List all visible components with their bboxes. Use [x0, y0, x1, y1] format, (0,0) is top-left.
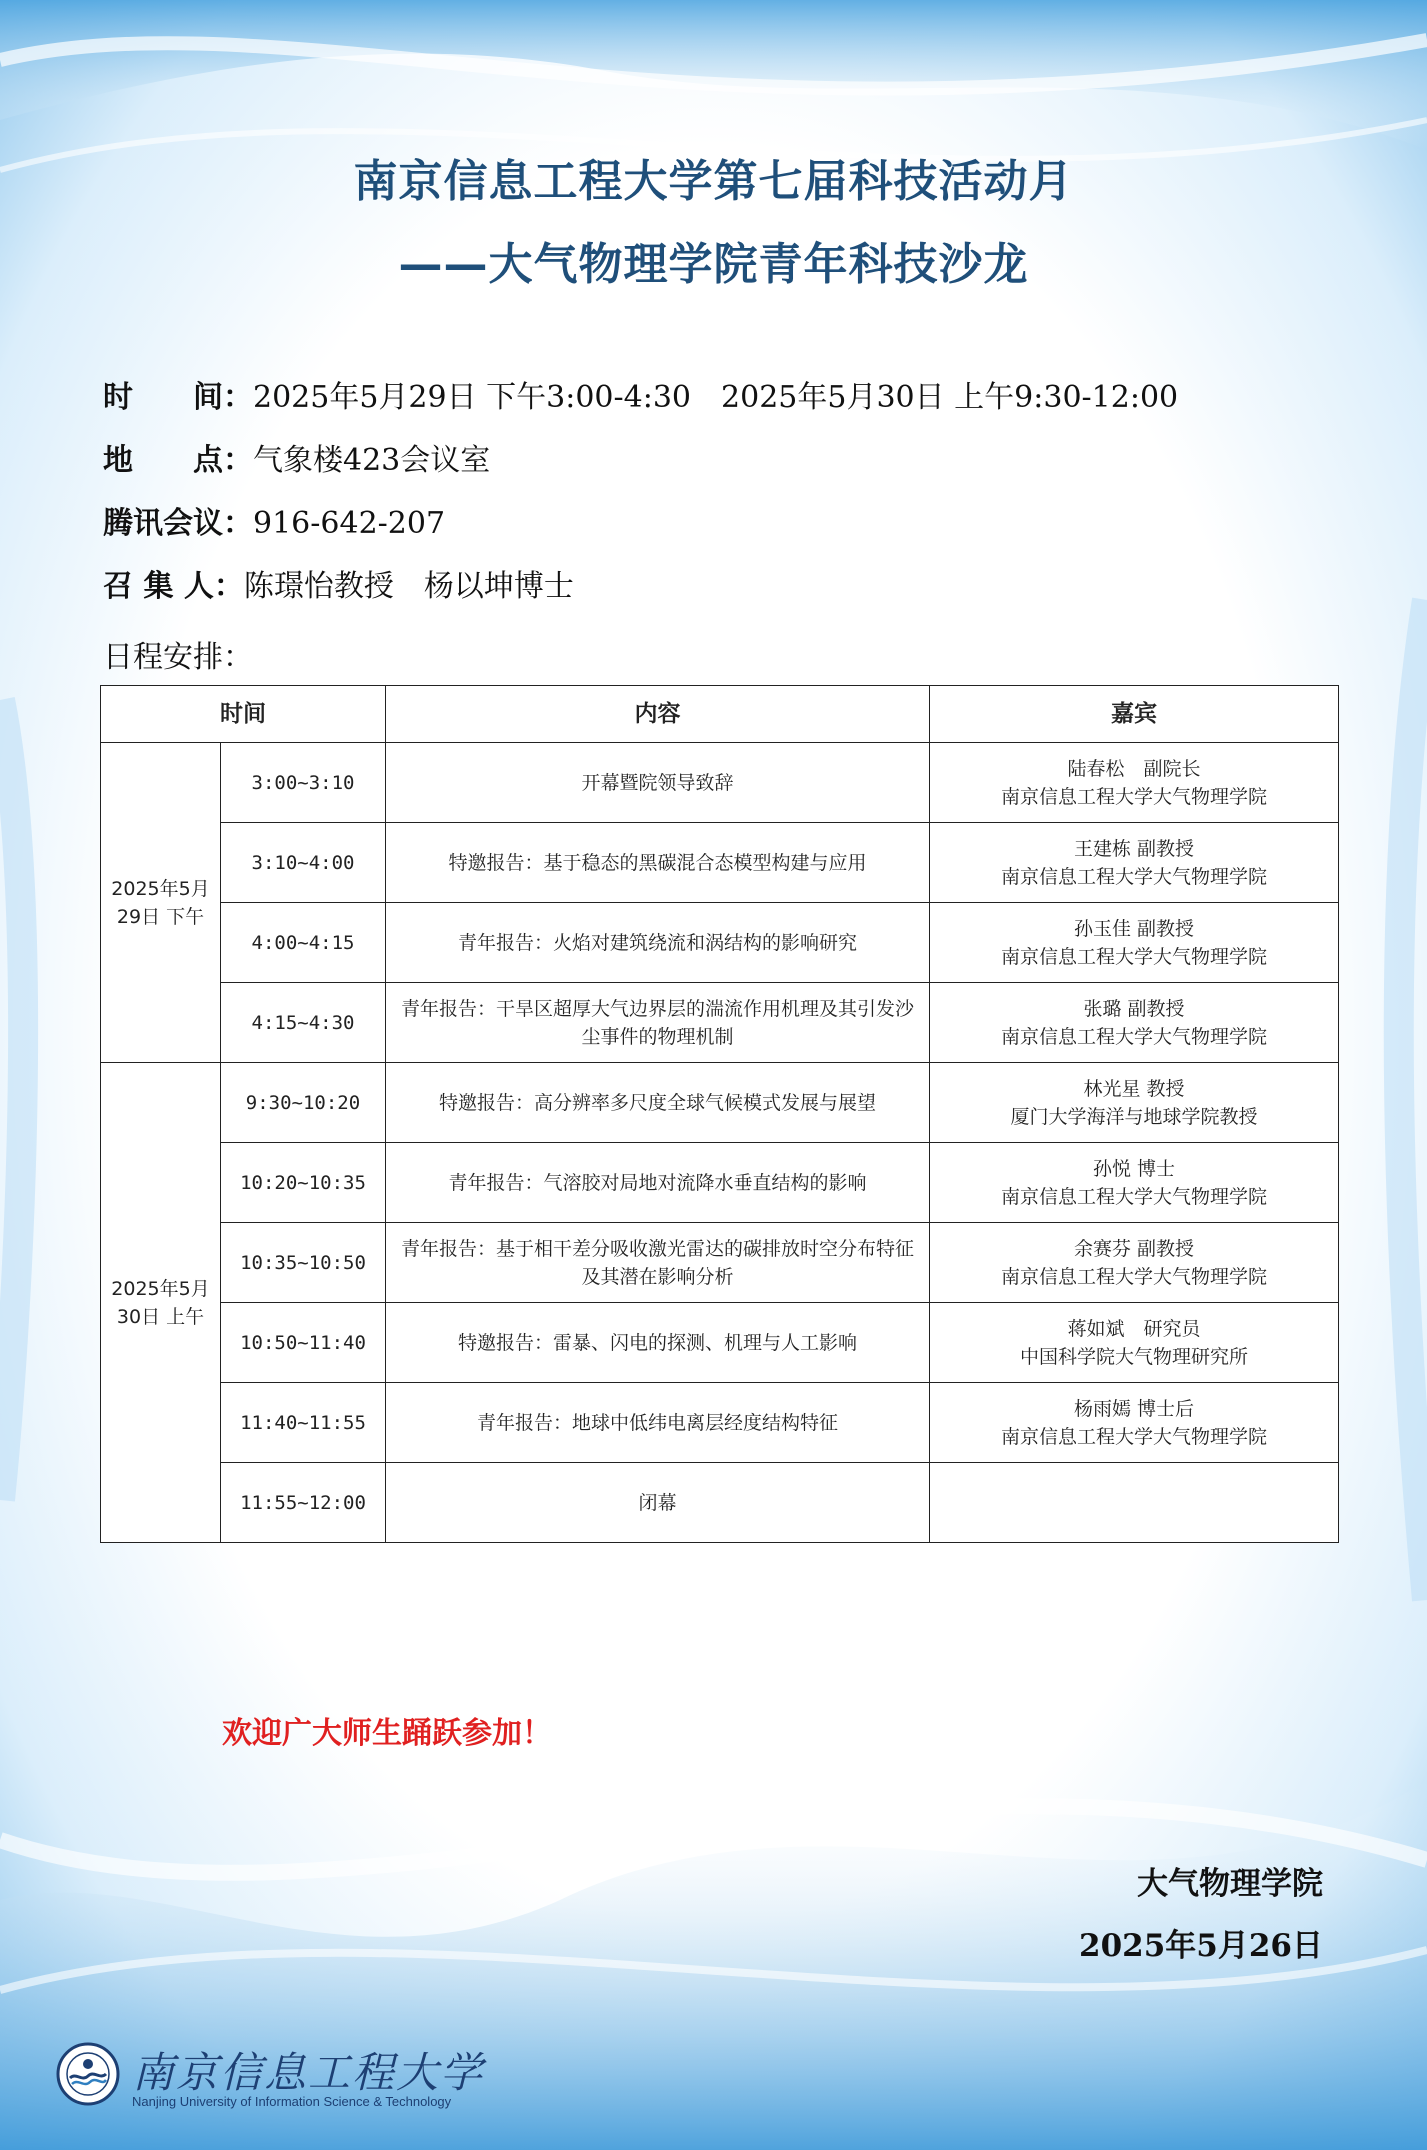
- table-row: [101, 1383, 1339, 1463]
- guest-cell: [930, 1223, 1339, 1303]
- place-value: 气象楼423会议室: [253, 443, 491, 478]
- guest-org: 南京信息工程大学大气物理学院: [1000, 1425, 1267, 1448]
- page-title: 南京信息工程大学第七届科技活动月: [353, 156, 1074, 207]
- university-logo: [56, 2038, 485, 2118]
- content-cell: 青年报告：干旱区超厚大气边界层的湍流作用机理及其引发沙尘事件的物理机制: [386, 983, 930, 1063]
- content-cell: 青年报告：火焰对建筑绕流和涡结构的影响研究: [386, 903, 930, 983]
- guest-name: 张璐 副教授: [1083, 997, 1185, 1020]
- guest-name: 蒋如斌 研究员: [1067, 1317, 1201, 1340]
- table-row: [101, 1143, 1339, 1223]
- tencent-label: 腾讯会议：: [103, 506, 253, 541]
- guest-cell: [930, 983, 1339, 1063]
- time-cell: 4:00~4:15: [221, 903, 386, 983]
- tencent-meeting-info: [103, 504, 445, 544]
- time-cell: 11:40~11:55: [221, 1383, 386, 1463]
- guest-org: 南京信息工程大学大气物理学院: [1000, 785, 1267, 808]
- footer-date: 2025年5月26日: [1079, 1928, 1323, 1964]
- schedule-table: [100, 685, 1339, 1543]
- content-cell: 青年报告：地球中低纬电离层经度结构特征: [386, 1383, 930, 1463]
- guest-name: 陆春松 副院长: [1067, 757, 1201, 780]
- time-label: 时 间：: [103, 380, 253, 415]
- header-content: 内容: [386, 686, 930, 743]
- schedule-label: 日程安排：: [103, 640, 253, 675]
- guest-org: 厦门大学海洋与地球学院教授: [1010, 1105, 1258, 1128]
- time-cell: 4:15~4:30: [221, 983, 386, 1063]
- header-time: 时间: [101, 686, 386, 743]
- table-row: [101, 823, 1339, 903]
- time-value-2: 2025年5月30日 上午9:30-12:00: [721, 380, 1179, 415]
- content-cell: 青年报告：基于相干差分吸收激光雷达的碳排放时空分布特征及其潜在影响分析: [386, 1223, 930, 1303]
- table-row: [101, 1303, 1339, 1383]
- convener-value: 陈璟怡教授 杨以坤博士: [243, 569, 574, 604]
- content-cell: 特邀报告：雷暴、闪电的探测、机理与人工影响: [386, 1303, 930, 1383]
- guest-org: 南京信息工程大学大气物理学院: [1000, 1025, 1267, 1048]
- place-info: [103, 441, 490, 481]
- guest-cell: [930, 743, 1339, 823]
- date-cell-day1: 2025年5月29日 下午: [101, 743, 221, 1063]
- guest-name: 王建栋 副教授: [1073, 837, 1195, 860]
- convener-info: [103, 567, 574, 607]
- table-row: [101, 983, 1339, 1063]
- time-cell: 10:50~11:40: [221, 1303, 386, 1383]
- content-cell: 特邀报告：高分辨率多尺度全球气候模式发展与展望: [386, 1063, 930, 1143]
- tencent-value: 916-642-207: [253, 506, 446, 541]
- welcome-message: 欢迎广大师生踊跃参加！: [222, 1716, 552, 1751]
- time-cell: 3:00~3:10: [221, 743, 386, 823]
- guest-org: 南京信息工程大学大气物理学院: [1000, 1185, 1267, 1208]
- page-subtitle: ——大气物理学院青年科技沙龙: [398, 239, 1029, 290]
- guest-cell: [930, 1143, 1339, 1223]
- guest-name: 孙悦 博士: [1092, 1157, 1176, 1180]
- guest-cell: [930, 1063, 1339, 1143]
- header-guest: 嘉宾: [930, 686, 1339, 743]
- guest-org: 中国科学院大气物理研究所: [1019, 1345, 1248, 1368]
- time-value-1: 2025年5月29日 下午3:00-4:30: [253, 380, 692, 415]
- logo-english-name: Nanjing University of Information Science & Technology: [132, 2094, 452, 2109]
- content-cell: 闭幕: [386, 1463, 930, 1543]
- table-row: [101, 743, 1339, 823]
- guest-name: 林光星 教授: [1083, 1077, 1185, 1100]
- guest-name: 杨雨嫣 博士后: [1073, 1397, 1195, 1420]
- guest-cell: [930, 823, 1339, 903]
- logo-chinese-name: 南京信息工程大学: [132, 2048, 485, 2097]
- table-header-row: [101, 686, 1339, 743]
- table-row: [101, 1223, 1339, 1303]
- convener-label: 召 集 人：: [103, 569, 244, 604]
- table-row: [101, 903, 1339, 983]
- table-row: [101, 1063, 1339, 1143]
- schedule-heading: [103, 638, 253, 678]
- guest-cell: [930, 903, 1339, 983]
- time-cell: 3:10~4:00: [221, 823, 386, 903]
- guest-cell: [930, 1303, 1339, 1383]
- time-cell: 9:30~10:20: [221, 1063, 386, 1143]
- content-cell: 青年报告：气溶胶对局地对流降水垂直结构的影响: [386, 1143, 930, 1223]
- guest-name: 余赛芬 副教授: [1073, 1237, 1195, 1260]
- footer-department: 大气物理学院: [1137, 1866, 1323, 1902]
- time-info: [103, 378, 1178, 418]
- guest-org: 南京信息工程大学大气物理学院: [1000, 865, 1267, 888]
- content-cell: 特邀报告：基于稳态的黑碳混合态模型构建与应用: [386, 823, 930, 903]
- date-cell-day2: 2025年5月30日 上午: [101, 1063, 221, 1543]
- guest-org: 南京信息工程大学大气物理学院: [1000, 945, 1267, 968]
- university-seal-icon: [56, 2042, 120, 2106]
- guest-cell: [930, 1463, 1339, 1543]
- time-cell: 10:20~10:35: [221, 1143, 386, 1223]
- guest-org: 南京信息工程大学大气物理学院: [1000, 1265, 1267, 1288]
- guest-cell: [930, 1383, 1339, 1463]
- content-cell: 开幕暨院领导致辞: [386, 743, 930, 823]
- place-label: 地 点：: [103, 443, 253, 478]
- table-row: [101, 1463, 1339, 1543]
- time-cell: 11:55~12:00: [221, 1463, 386, 1543]
- guest-name: 孙玉佳 副教授: [1073, 917, 1195, 940]
- time-cell: 10:35~10:50: [221, 1223, 386, 1303]
